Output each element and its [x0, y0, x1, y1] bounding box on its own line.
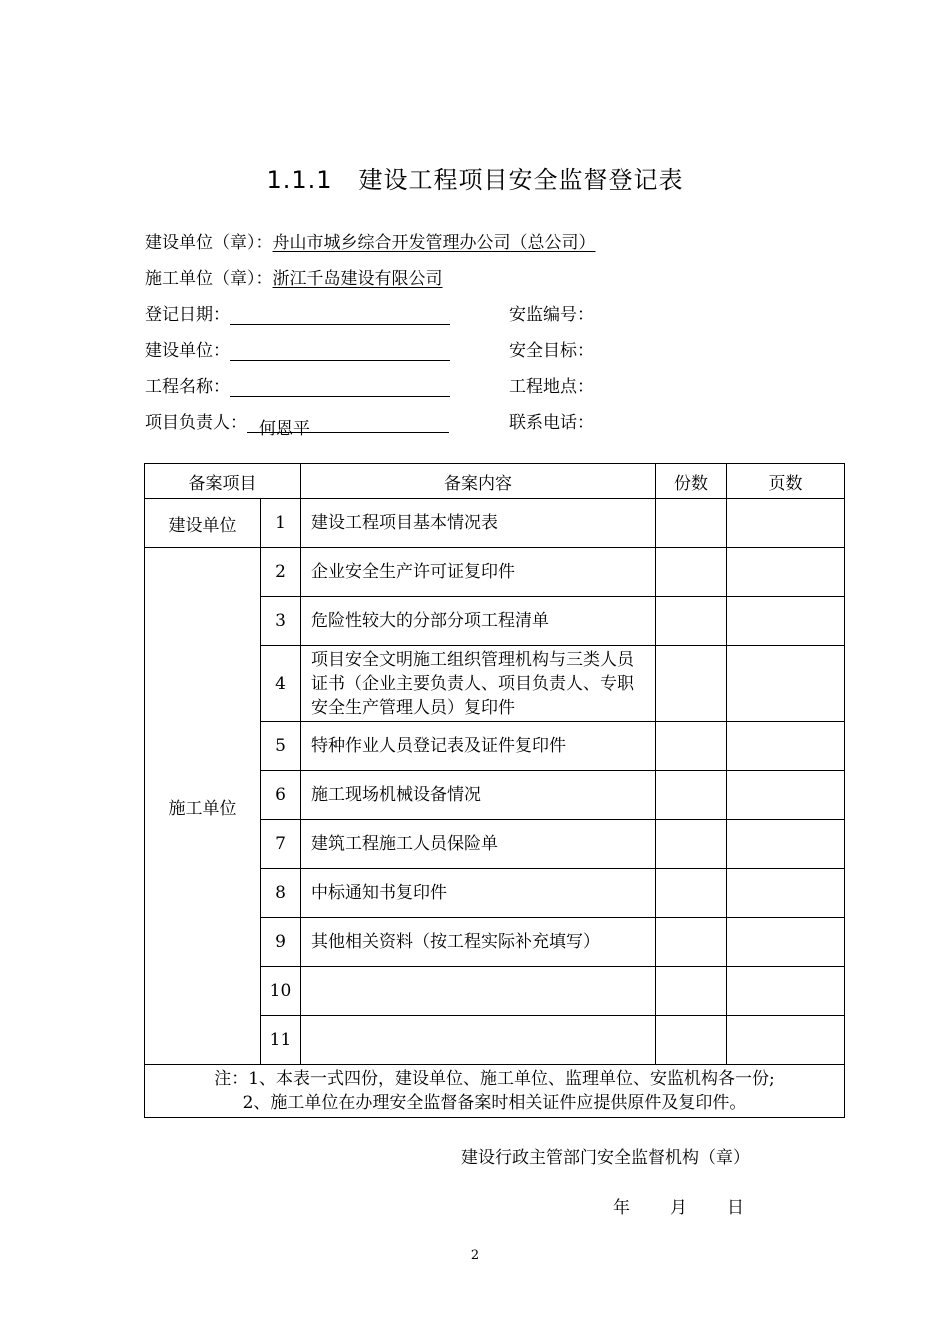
- row-content: 施工现场机械设备情况: [301, 771, 656, 820]
- pages-cell[interactable]: [727, 548, 845, 597]
- row-content: 其他相关资料（按工程实际补充填写）: [301, 918, 656, 967]
- table-row: [145, 548, 845, 597]
- reg-date-line: [145, 300, 450, 325]
- copies-cell[interactable]: [656, 499, 727, 548]
- note-row: [145, 1065, 845, 1118]
- row-number: 10: [261, 967, 301, 1016]
- phone-label: 联系电话：: [509, 413, 594, 433]
- row-number: 1: [261, 499, 301, 548]
- construct-unit-value: 浙江千岛建设有限公司: [272, 269, 443, 289]
- row-content: 企业安全生产许可证复印件: [301, 548, 656, 597]
- manager-line: [145, 408, 449, 439]
- row-content[interactable]: [301, 967, 656, 1016]
- sign-date: [613, 1193, 744, 1218]
- title-number: 1.1.1: [266, 166, 333, 194]
- copies-cell[interactable]: [656, 646, 727, 722]
- copies-cell[interactable]: [656, 820, 727, 869]
- row-number: 4: [261, 646, 301, 722]
- manager-label: 项目负责人：: [145, 413, 247, 433]
- row-number: 7: [261, 820, 301, 869]
- month-label: 月: [670, 1198, 687, 1218]
- row-content[interactable]: [301, 1016, 656, 1065]
- group-build-unit: 建设单位: [145, 499, 261, 548]
- row-content: 建设工程项目基本情况表: [301, 499, 656, 548]
- note-line-2: 2、施工单位在办理安全监督备案时相关证件应提供原件及复印件。: [242, 1093, 747, 1113]
- row-number: 5: [261, 722, 301, 771]
- pages-cell[interactable]: [727, 918, 845, 967]
- reg-date-label: 登记日期：: [145, 305, 230, 325]
- copies-cell[interactable]: [656, 771, 727, 820]
- note-line-1: 注：1、本表一式四份，建设单位、施工单位、监理单位、安监机构各一份;: [214, 1069, 775, 1089]
- build-unit-value: 舟山市城乡综合开发管理办公司（总公司）: [272, 233, 596, 253]
- safety-goal-line: [509, 336, 594, 361]
- reg-date-field[interactable]: [230, 306, 450, 325]
- header-content: 备案内容: [301, 464, 656, 499]
- day-label: 日: [727, 1198, 744, 1218]
- row-number: 3: [261, 597, 301, 646]
- copies-cell[interactable]: [656, 967, 727, 1016]
- row-content: 项目安全文明施工组织管理机构与三类人员证书（企业主要负责人、项目负责人、专职安全生产管理人员）复印件: [301, 646, 656, 722]
- pages-cell[interactable]: [727, 499, 845, 548]
- copies-cell[interactable]: [656, 597, 727, 646]
- safety-no-label: 安监编号：: [509, 305, 594, 325]
- row-number: 11: [261, 1016, 301, 1065]
- pages-cell[interactable]: [727, 722, 845, 771]
- title-text: 建设工程项目安全监督登记表: [358, 166, 684, 194]
- copies-cell[interactable]: [656, 869, 727, 918]
- table-row: [145, 499, 845, 548]
- pages-cell[interactable]: [727, 646, 845, 722]
- pages-cell[interactable]: [727, 1016, 845, 1065]
- row-content: 建筑工程施工人员保险单: [301, 820, 656, 869]
- row-content: 中标通知书复印件: [301, 869, 656, 918]
- authority-seal-line: 建设行政主管部门安全监督机构（章）: [461, 1148, 750, 1168]
- group-construct-unit: 施工单位: [145, 548, 261, 1065]
- build-unit2-label: 建设单位：: [145, 341, 230, 361]
- header-copies: 份数: [656, 464, 727, 499]
- project-site-label: 工程地点：: [509, 377, 594, 397]
- copies-cell[interactable]: [656, 918, 727, 967]
- project-name-line: [145, 372, 450, 397]
- project-name-label: 工程名称：: [145, 377, 230, 397]
- pages-cell[interactable]: [727, 597, 845, 646]
- table-note: [145, 1065, 845, 1118]
- manager-field[interactable]: [247, 414, 449, 439]
- copies-cell[interactable]: [656, 548, 727, 597]
- build-unit2-line: [145, 336, 450, 361]
- pages-cell[interactable]: [727, 967, 845, 1016]
- build-unit-line: [145, 228, 596, 253]
- phone-line: [509, 408, 594, 433]
- safety-no-line: [509, 300, 594, 325]
- copies-cell[interactable]: [656, 1016, 727, 1065]
- year-label: 年: [613, 1198, 630, 1218]
- pages-cell[interactable]: [727, 820, 845, 869]
- header-item: 备案项目: [145, 464, 301, 499]
- project-site-line: [509, 372, 594, 397]
- manager-value: 何恩平: [259, 419, 310, 439]
- copies-cell[interactable]: [656, 722, 727, 771]
- row-number: 2: [261, 548, 301, 597]
- page-number: 2: [470, 1248, 480, 1263]
- construct-unit-label: 施工单位（章）：: [145, 269, 273, 289]
- build-unit2-field[interactable]: [230, 342, 450, 361]
- construct-unit-line: [145, 264, 443, 289]
- table-header-row: [145, 464, 845, 499]
- build-unit-label: 建设单位（章）：: [145, 233, 273, 253]
- row-content: 危险性较大的分部分项工程清单: [301, 597, 656, 646]
- header-pages: 页数: [727, 464, 845, 499]
- row-number: 9: [261, 918, 301, 967]
- page-title: [0, 160, 950, 195]
- filing-table: [144, 463, 845, 1118]
- safety-goal-label: 安全目标：: [509, 341, 594, 361]
- pages-cell[interactable]: [727, 869, 845, 918]
- row-content: 特种作业人员登记表及证件复印件: [301, 722, 656, 771]
- pages-cell[interactable]: [727, 771, 845, 820]
- project-name-field[interactable]: [230, 378, 450, 397]
- row-number: 6: [261, 771, 301, 820]
- row-number: 8: [261, 869, 301, 918]
